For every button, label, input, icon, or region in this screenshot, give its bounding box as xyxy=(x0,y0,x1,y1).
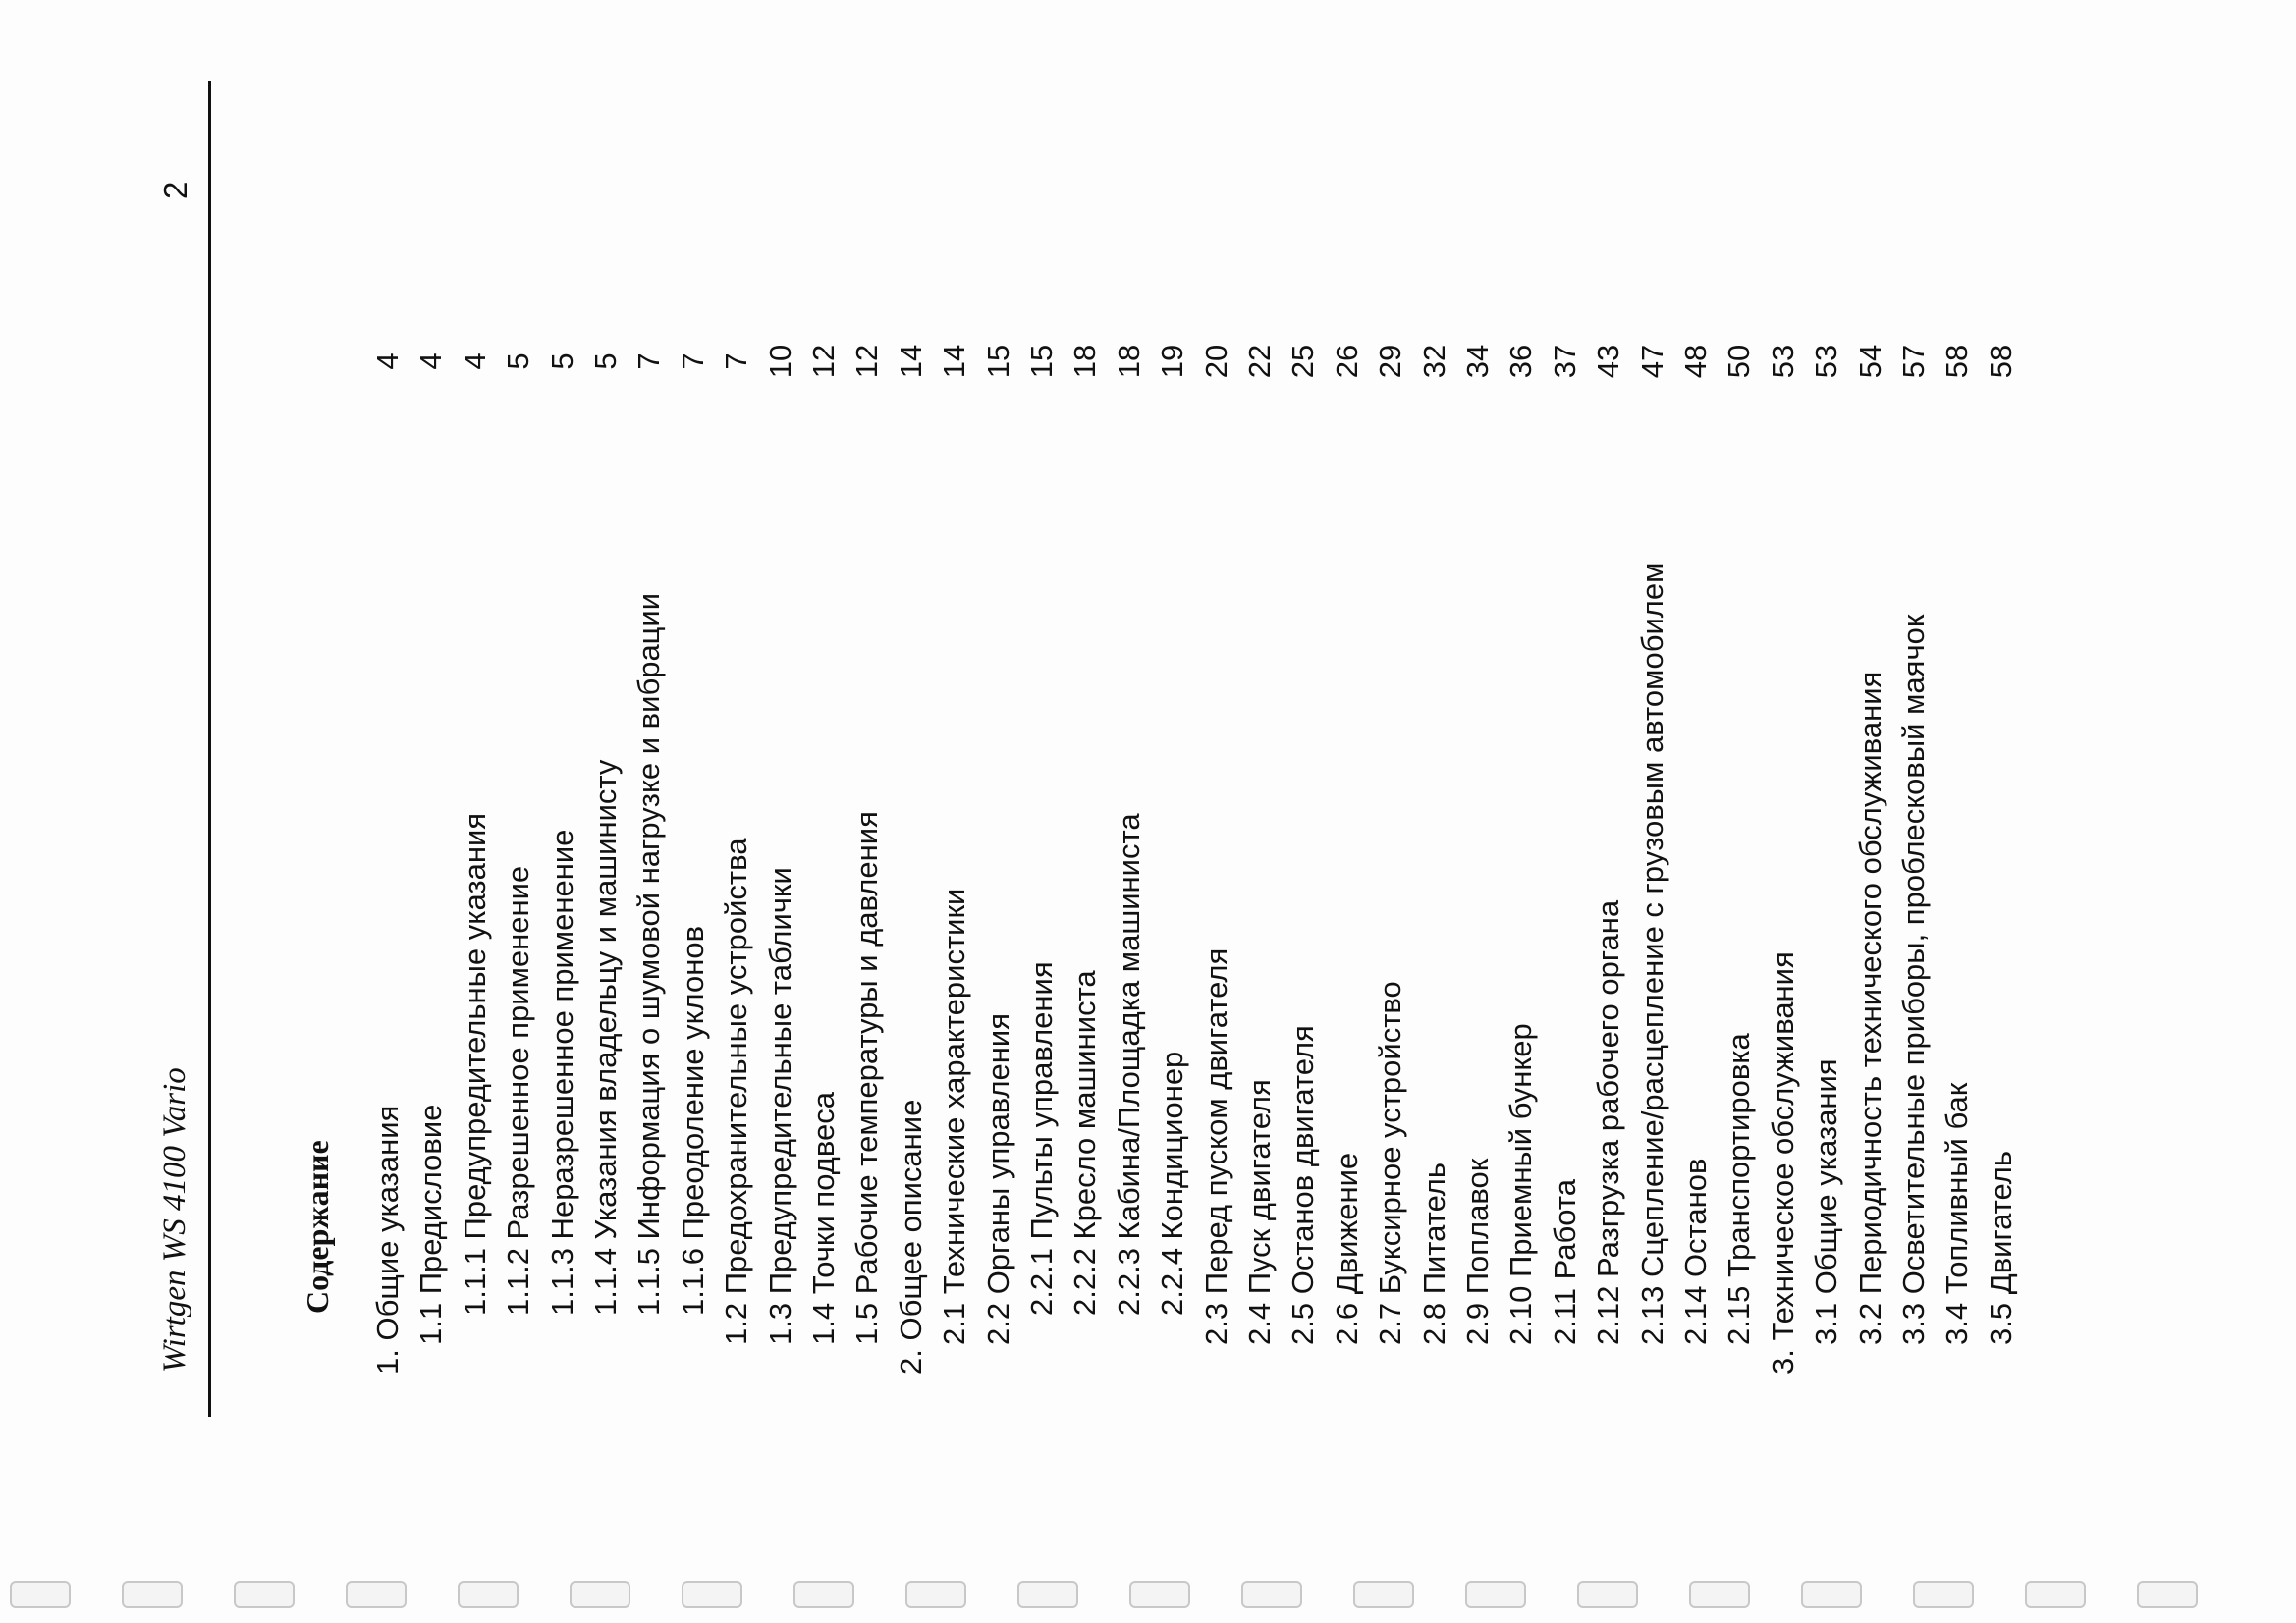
binding-hole xyxy=(122,1581,183,1608)
toc-entry xyxy=(586,0,629,1623)
toc-entry-page: 14 xyxy=(893,344,928,379)
toc-entry-title: 1.1.2 Разрешенное применение xyxy=(501,865,536,1316)
toc-entry xyxy=(1284,0,1327,1623)
toc-entry-page: 22 xyxy=(1242,344,1277,379)
binding-hole xyxy=(458,1581,519,1608)
binding-hole xyxy=(2137,1581,2198,1608)
toc-entry xyxy=(629,0,673,1623)
toc-entry-page: 32 xyxy=(1416,344,1451,379)
toc-entry-page: 19 xyxy=(1155,344,1190,379)
toc-entry-page: 10 xyxy=(762,344,797,379)
toc-entry-title: 3.4 Топливный бак xyxy=(1940,1082,1975,1345)
binding-hole xyxy=(905,1581,966,1608)
toc-entry xyxy=(411,0,455,1623)
toc-entry-page: 54 xyxy=(1852,344,1887,379)
toc-entry xyxy=(1022,0,1066,1623)
toc-entry-page: 4 xyxy=(457,352,492,370)
toc-entry-title: 3.2 Периодичность технического обслуживания xyxy=(1852,671,1887,1345)
page-number: 2 xyxy=(157,181,193,199)
toc-entry-title: 1.4 Точки подвеса xyxy=(806,1092,841,1345)
toc-entry-title: 1.1.4 Указания владельцу и машинисту xyxy=(588,759,623,1316)
toc-heading: Содержание xyxy=(300,1140,335,1314)
toc-entry-title: 2.3 Перед пуском двигателя xyxy=(1198,947,1233,1345)
toc-entry-title: 1. Общие указания xyxy=(370,1105,405,1375)
toc-entry-title: 2.15 Транспортировка xyxy=(1722,1033,1757,1345)
toc-entry-page: 5 xyxy=(501,352,536,370)
toc-entry-title: 2.8 Питатель xyxy=(1416,1162,1451,1345)
toc-entry-page: 29 xyxy=(1373,344,1408,379)
binding-hole xyxy=(793,1581,854,1608)
toc-entry-title: 1.3 Предупредительные таблички xyxy=(762,867,797,1345)
toc-entry xyxy=(1153,0,1196,1623)
binding-hole xyxy=(1689,1581,1750,1608)
toc-entry xyxy=(1415,0,1458,1623)
toc-entry-title: 1.1.3 Неразрешенное применение xyxy=(544,829,579,1316)
toc-entry xyxy=(1589,0,1632,1623)
toc-entry-page: 4 xyxy=(370,352,405,370)
toc-entry-title: 3.1 Общие указания xyxy=(1809,1058,1844,1345)
toc-entry-title: 2.2.3 Кабина/Площадка машиниста xyxy=(1111,813,1146,1316)
toc-entry-page: 4 xyxy=(413,352,449,370)
toc-entry xyxy=(1676,0,1720,1623)
toc-entry xyxy=(1066,0,1109,1623)
toc-entry-title: 1.1.5 Информация о шумовой нагрузке и вибрации xyxy=(631,592,667,1316)
toc-entry-page: 15 xyxy=(980,344,1015,379)
toc-entry xyxy=(1851,0,1894,1623)
binding-holes xyxy=(0,1571,2296,1623)
toc-entry-page: 7 xyxy=(675,352,710,370)
binding-hole xyxy=(682,1581,742,1608)
toc-entry-title: 3.3 Осветительные приборы, проблесковый маячок xyxy=(1896,614,1931,1345)
binding-hole xyxy=(1465,1581,1526,1608)
toc-entry-title: 1.1.6 Преодоление уклонов xyxy=(675,925,710,1316)
toc-entry-page: 57 xyxy=(1896,344,1931,379)
toc-entry xyxy=(1982,0,2025,1623)
toc-entry-page: 58 xyxy=(1940,344,1975,379)
binding-hole xyxy=(1017,1581,1078,1608)
toc-entry-title: 1.1.1 Предупредительные указания xyxy=(457,812,492,1316)
binding-hole xyxy=(1577,1581,1638,1608)
toc-entry xyxy=(1894,0,1938,1623)
toc-entry xyxy=(1764,0,1807,1623)
binding-hole xyxy=(570,1581,630,1608)
toc-entry xyxy=(1546,0,1589,1623)
toc-entry-page: 7 xyxy=(719,352,754,370)
toc-entry-page: 48 xyxy=(1678,344,1713,379)
toc-entry-page: 18 xyxy=(1111,344,1146,379)
toc-entry-page: 26 xyxy=(1329,344,1364,379)
toc-entry xyxy=(1110,0,1153,1623)
toc-entry-page: 12 xyxy=(806,344,841,379)
toc-entry xyxy=(499,0,542,1623)
binding-hole xyxy=(2025,1581,2086,1608)
toc-entry-title: 2.13 Сцепление/расцепление с грузовым автомобилем xyxy=(1634,562,1669,1345)
toc-entry xyxy=(674,0,717,1623)
toc-entry xyxy=(1240,0,1284,1623)
binding-hole xyxy=(10,1581,71,1608)
toc-entry-title: 2.1 Технические характеристики xyxy=(937,888,972,1345)
toc-entry-title: 1.5 Рабочие температуры и давления xyxy=(849,811,885,1345)
toc-entry-page: 36 xyxy=(1503,344,1539,379)
toc-entry xyxy=(1807,0,1850,1623)
toc-entry xyxy=(1502,0,1545,1623)
toc-entry-title: 2.4 Пуск двигателя xyxy=(1242,1079,1277,1345)
toc-entry-page: 37 xyxy=(1547,344,1582,379)
toc-entry-title: 2.12 Разгрузка рабочего органа xyxy=(1591,899,1626,1345)
toc-entry-title: 2.2.4 Кондиционер xyxy=(1155,1051,1190,1316)
toc-entry-page: 5 xyxy=(588,352,623,370)
toc-entry xyxy=(1328,0,1371,1623)
toc-entry-title: 2.11 Работа xyxy=(1547,1179,1582,1345)
toc-entry xyxy=(847,0,891,1623)
binding-hole xyxy=(1913,1581,1974,1608)
toc-entry xyxy=(1197,0,1240,1623)
toc-entry-title: 3.5 Двигатель xyxy=(1983,1151,2018,1345)
toc-entry xyxy=(1720,0,1763,1623)
toc-entry xyxy=(1371,0,1414,1623)
toc-entry-page: 50 xyxy=(1722,344,1757,379)
toc-entry-page: 5 xyxy=(544,352,579,370)
toc-entry-title: 1.1 Предисловие xyxy=(413,1104,449,1345)
toc-entry xyxy=(761,0,804,1623)
toc-entry-page: 43 xyxy=(1591,344,1626,379)
toc-entry-page: 20 xyxy=(1198,344,1233,379)
toc-entry-title: 2. Общее описание xyxy=(893,1099,928,1375)
toc-entry xyxy=(1938,0,1981,1623)
toc-entry-title: 2.2 Органы управления xyxy=(980,1012,1015,1345)
binding-hole xyxy=(234,1581,295,1608)
toc-entry-page: 7 xyxy=(631,352,667,370)
toc-entry xyxy=(804,0,847,1623)
toc-entry xyxy=(1458,0,1502,1623)
toc-entry-page: 12 xyxy=(849,344,885,379)
toc-entry-title: 3. Техническое обслуживания xyxy=(1765,951,1800,1375)
toc-entry xyxy=(717,0,760,1623)
toc-entry-title: 2.9 Поплавок xyxy=(1460,1158,1495,1345)
binding-hole xyxy=(1241,1581,1302,1608)
toc-entry-title: 2.6 Движение xyxy=(1329,1152,1364,1345)
toc-entry xyxy=(456,0,499,1623)
toc-entry-title: 1.2 Предохранительные устройства xyxy=(719,838,754,1345)
toc-entry-page: 25 xyxy=(1285,344,1321,379)
toc-entry-page: 14 xyxy=(937,344,972,379)
toc-entry-title: 2.7 Буксирное устройство xyxy=(1373,981,1408,1345)
toc-entry-title: 2.14 Останов xyxy=(1678,1158,1713,1345)
toc-entry-page: 58 xyxy=(1983,344,2018,379)
toc-entry xyxy=(543,0,586,1623)
document-title: Wirtgen WS 4100 Vario xyxy=(157,1067,192,1373)
toc-entry-page: 15 xyxy=(1024,344,1059,379)
toc-entry xyxy=(979,0,1022,1623)
toc-entry-page: 53 xyxy=(1765,344,1800,379)
toc-entry xyxy=(892,0,935,1623)
binding-hole xyxy=(1129,1581,1190,1608)
toc-entry-title: 2.5 Останов двигателя xyxy=(1285,1025,1321,1345)
toc-entry-title: 2.10 Приемный бункер xyxy=(1503,1023,1539,1345)
toc-entry-page: 47 xyxy=(1634,344,1669,379)
toc-entry xyxy=(935,0,978,1623)
toc-entry xyxy=(1633,0,1676,1623)
toc-entry-title: 2.2.1 Пульты управления xyxy=(1024,961,1059,1316)
toc-entry-page: 34 xyxy=(1460,344,1495,379)
toc-entry-page: 53 xyxy=(1809,344,1844,379)
toc-entry xyxy=(368,0,411,1623)
binding-hole xyxy=(1353,1581,1414,1608)
toc-entry-title: 2.2.2 Кресло машиниста xyxy=(1067,970,1103,1316)
binding-hole xyxy=(1801,1581,1862,1608)
binding-hole xyxy=(346,1581,407,1608)
toc-entry-page: 18 xyxy=(1067,344,1103,379)
